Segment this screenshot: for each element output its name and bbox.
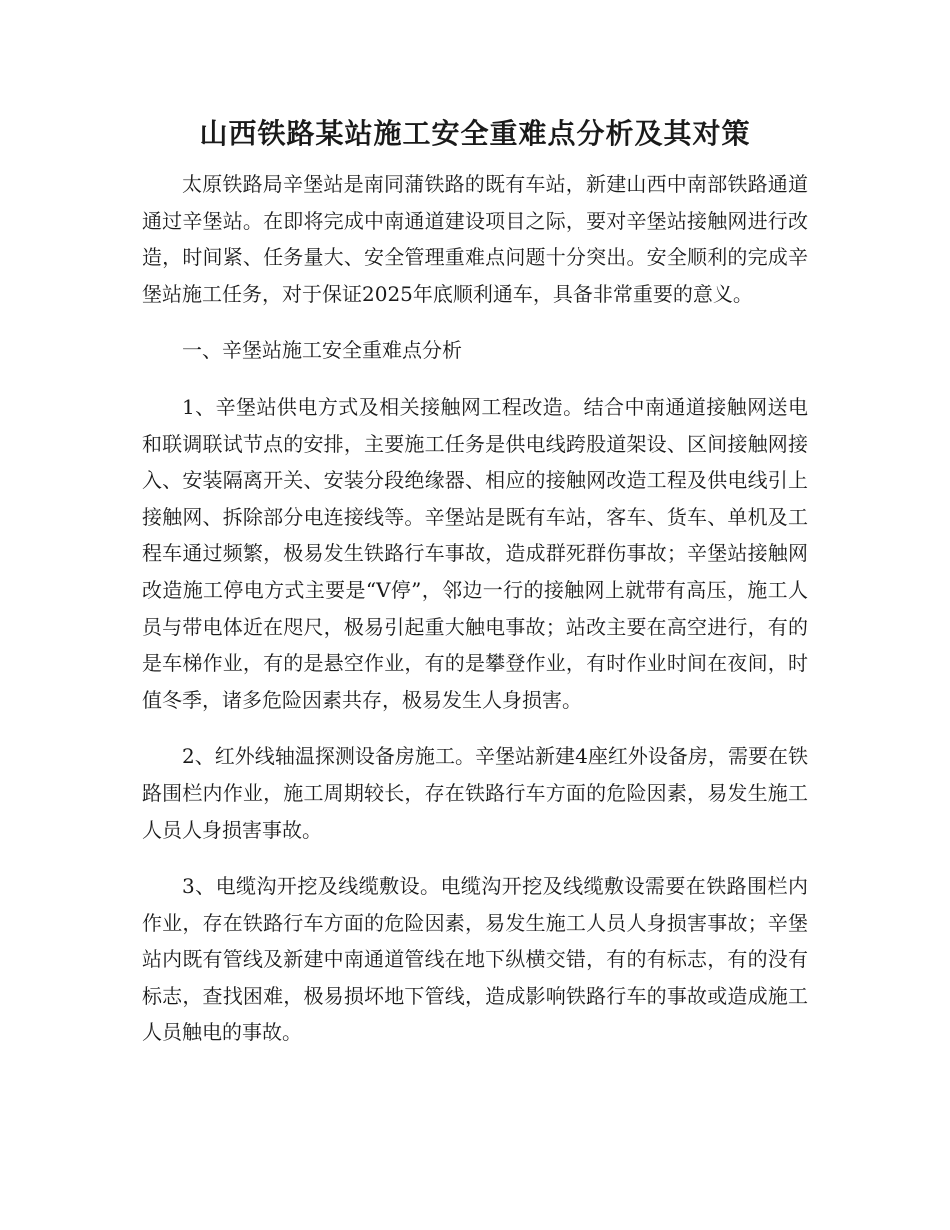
list-item: 2、红外线轴温探测设备房施工。辛堡站新建4座红外设备房，需要在铁路围栏内作业，施工周期较长，存在铁路行车方面的危险因素，易发生施工人员人身损害事故。 [142, 744, 808, 842]
document-page [142, 112, 808, 1071]
document-title: 山西铁路某站施工安全重难点分析及其对策 [199, 117, 751, 150]
intro-paragraph: 太原铁路局辛堡站是南同蒲铁路的既有车站，新建山西中南部铁路通道通过辛堡站。在即将完成中南通道建设项目之际，要对辛堡站接触网进行改造，时间紧、任务量大、安全管理重难点问题十分突出。安全顺利的完成辛堡站施工任务，对于保证2025年底顺利通车，具备非常重要的意义。 [142, 172, 808, 306]
list-item: 3、电缆沟开挖及线缆敷设。电缆沟开挖及线缆敷设需要在铁路围栏内作业，存在铁路行车方面的危险因素，易发生施工人员人身损害事故；辛堡站内既有管线及新建中南通道管线在地下纵横交错，有的有标志，有的没有标志，查找困难，极易损坏地下管线，造成影响铁路行车的事故或造成施工人员触电的事故。 [142, 874, 808, 1045]
section-heading: 一、辛堡站施工安全重难点分析 [182, 338, 462, 363]
list-item: 1、辛堡站供电方式及相关接触网工程改造。结合中南通道接触网送电和联调联试节点的安排，主要施工任务是供电线跨股道架设、区间接触网接入、安装隔离开关、安装分段绝缘器、相应的接触网改造工程及供电线引上接触网、拆除部分电连接线等。辛堡站是既有车站，客车、货车、单机及工程车通过频繁，极易发生铁路行车事故，造成群死群伤事故；辛堡站接触网改造施工停电方式主要是“V停”，邻边一行的接触网上就带有高压，施工人员与带电体近在咫尺，极易引起重大触电事故；站改主要在高空进行，有的是车梯作业，有的是悬空作业，有的是攀登作业，有时作业时间在夜间，时值冬季，诸多危险因素共存，极易发生人身损害。 [142, 394, 808, 712]
